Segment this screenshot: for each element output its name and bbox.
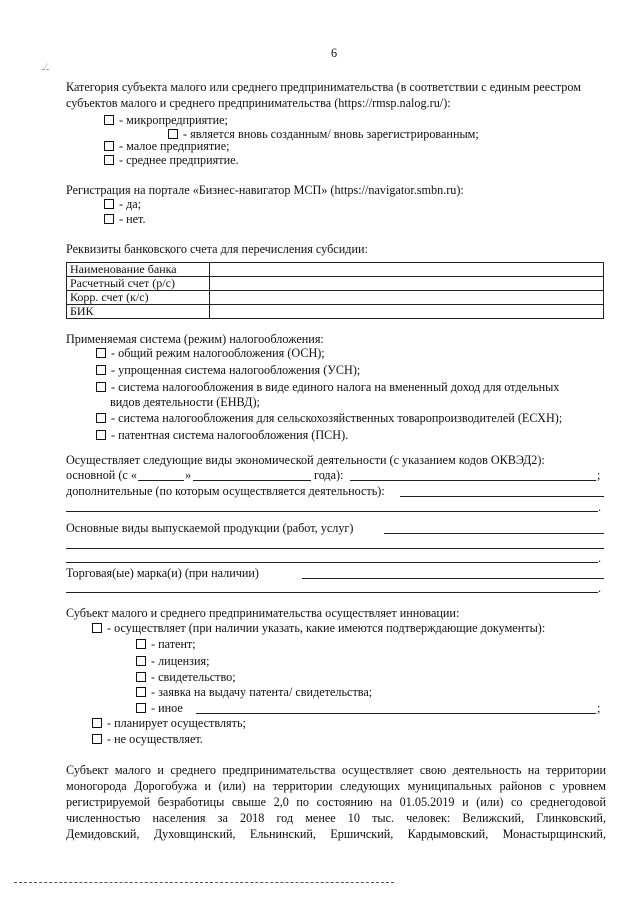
checkbox-icon[interactable] xyxy=(104,141,114,151)
checkbox-icon[interactable] xyxy=(136,672,146,682)
territory-line-1: Субъект малого и среднего предпринимательства осуществляет свою деятельность на территории xyxy=(66,763,606,777)
activity-main-year: года): xyxy=(314,468,344,482)
checkbox-tax-eshn[interactable]: - система налогообложения для сельскохозяйственных товаропроизводителей (ЕСХН); xyxy=(96,411,562,426)
checkbox-icon[interactable] xyxy=(92,718,102,728)
products-input-line-2[interactable] xyxy=(66,548,604,549)
checkbox-icon[interactable] xyxy=(104,115,114,125)
products-title: Основные виды выпускаемой продукции (работ, услуг) xyxy=(66,521,354,535)
checkbox-innovation-implements[interactable]: - осуществляет (при наличии указать, какие имеются подтверждающие документы): xyxy=(92,621,545,636)
activity-main-prefix: основной (с « xyxy=(66,468,137,482)
activity-main-quote: » xyxy=(185,468,192,482)
checkbox-icon[interactable] xyxy=(96,365,106,375)
checkbox-tax-osn[interactable]: - общий режим налогообложения (ОСН); xyxy=(96,346,325,361)
checkbox-doc-license[interactable]: - лицензия; xyxy=(136,654,210,669)
checkbox-tax-envd[interactable]: - система налогообложения в виде единого налога на вмененный доход для отдельных xyxy=(96,380,559,395)
checkbox-icon[interactable] xyxy=(96,348,106,358)
checkbox-icon[interactable] xyxy=(136,687,146,697)
checkbox-tax-psn[interactable]: - патентная система налогообложения (ПСН). xyxy=(96,428,348,443)
corr-account-field[interactable] xyxy=(210,291,604,305)
table-row xyxy=(67,277,604,291)
checkbox-icon[interactable] xyxy=(168,129,178,139)
scan-mark: ـ⁄ـ xyxy=(42,62,49,72)
checkbox-innovation-plans[interactable]: - планирует осуществлять; xyxy=(92,716,246,731)
checkbox-icon[interactable] xyxy=(104,214,114,224)
checkbox-icon[interactable] xyxy=(104,199,114,209)
month-input-line[interactable] xyxy=(193,480,311,481)
sme-category-intro-2: субъектов малого и среднего предпринимательства (https://rmsp.nalog.ru/): xyxy=(66,96,451,110)
corr-account-label: Корр. счет (к/с) xyxy=(67,291,210,305)
activity-additional-label: дополнительные (по которым осуществляется деятельность): xyxy=(66,484,385,498)
checkbox-icon[interactable] xyxy=(92,623,102,633)
checkbox-doc-other[interactable]: - иное xyxy=(136,701,183,716)
territory-line-5: Демидовский, Духовщинский, Ельнинский, Ершичский, Кардымовский, Монастырщинский, xyxy=(66,827,606,841)
sme-category-intro-1: Категория субъекта малого или среднего предпринимательства (в соответствии с единым реестром xyxy=(66,80,581,94)
innovation-title: Субъект малого и среднего предпринимательства осуществляет инновации: xyxy=(66,606,460,620)
table-row xyxy=(67,291,604,305)
territory-line-2: моногорода Дорогобужа и (или) на территории следующих муниципальных районов с уровнем xyxy=(66,779,606,793)
checkbox-doc-certificate[interactable]: - свидетельство; xyxy=(136,670,236,685)
tax-title: Применяемая система (режим) налогообложения: xyxy=(66,332,324,346)
additional-activity-input-line-2[interactable] xyxy=(66,511,598,512)
checkbox-icon[interactable] xyxy=(92,734,102,744)
checkbox-navigator-no[interactable]: - нет. xyxy=(104,212,146,227)
bik-field[interactable] xyxy=(210,305,604,319)
footer-divider xyxy=(14,882,394,883)
trademark-title: Торговая(ые) марка(и) (при наличии) xyxy=(66,566,259,580)
bik-label: БИК xyxy=(67,305,210,319)
bank-details-table xyxy=(66,262,604,319)
table-row xyxy=(67,305,604,319)
trademark-input-line[interactable] xyxy=(302,578,604,579)
products-input-line[interactable] xyxy=(384,533,604,534)
account-label: Расчетный счет (р/с) xyxy=(67,277,210,291)
territory-line-3: регистрируемой безработицы свыше 2,0 по состоянию на 01.05.2019 и (или) со среднегодовой xyxy=(66,795,606,809)
checkbox-medium[interactable]: - среднее предприятие. xyxy=(104,153,239,168)
bank-title: Реквизиты банковского счета для перечисления субсидии: xyxy=(66,242,368,256)
territory-line-4: численностью населения за 2018 год менее 10 тыс. человек: Велижский, Глинковский, xyxy=(66,811,606,825)
checkbox-new-registered[interactable]: - является вновь созданным/ вновь зарегистрированным; xyxy=(168,127,479,142)
other-doc-input-line[interactable] xyxy=(196,713,596,714)
checkbox-icon[interactable] xyxy=(136,703,146,713)
checkbox-icon[interactable] xyxy=(136,639,146,649)
territory-paragraph xyxy=(66,762,606,842)
trademark-dot: . xyxy=(598,581,602,595)
checkbox-icon[interactable] xyxy=(96,430,106,440)
checkbox-tax-usn[interactable]: - упрощенная система налогообложения (УСН); xyxy=(96,363,360,378)
checkbox-doc-patent[interactable]: - патент; xyxy=(136,637,196,652)
activity-dot: . xyxy=(598,500,602,514)
additional-activity-input-line[interactable] xyxy=(400,496,604,497)
products-dot: . xyxy=(598,551,602,565)
checkbox-doc-application[interactable]: - заявка на выдачу патента/ свидетельства; xyxy=(136,685,372,700)
tax-envd-continuation: видов деятельности (ЕНВД); xyxy=(110,395,260,409)
day-input-line[interactable] xyxy=(138,480,184,481)
trademark-input-line-2[interactable] xyxy=(66,592,598,593)
checkbox-small[interactable]: - малое предприятие; xyxy=(104,139,230,154)
page-number: 6 xyxy=(331,46,338,60)
account-field[interactable] xyxy=(210,277,604,291)
activity-main-end: ; xyxy=(597,468,601,482)
checkbox-micro[interactable]: - микропредприятие; xyxy=(104,113,228,128)
checkbox-innovation-not[interactable]: - не осуществляет. xyxy=(92,732,203,747)
checkbox-icon[interactable] xyxy=(104,155,114,165)
checkbox-navigator-yes[interactable]: - да; xyxy=(104,197,141,212)
navigator-intro: Регистрация на портале «Бизнес-навигатор МСП» (https://navigator.smbn.ru): xyxy=(66,183,464,197)
bank-name-label: Наименование банка xyxy=(67,263,210,277)
bank-name-field[interactable] xyxy=(210,263,604,277)
main-activity-input-line[interactable] xyxy=(350,480,596,481)
checkbox-icon[interactable] xyxy=(96,382,106,392)
products-input-line-3[interactable] xyxy=(66,562,598,563)
checkbox-icon[interactable] xyxy=(96,413,106,423)
table-row xyxy=(67,263,604,277)
checkbox-icon[interactable] xyxy=(136,656,146,666)
activity-title: Осуществляет следующие виды экономической деятельности (с указанием кодов ОКВЭД2): xyxy=(66,453,545,467)
other-doc-end: ; xyxy=(597,701,601,715)
